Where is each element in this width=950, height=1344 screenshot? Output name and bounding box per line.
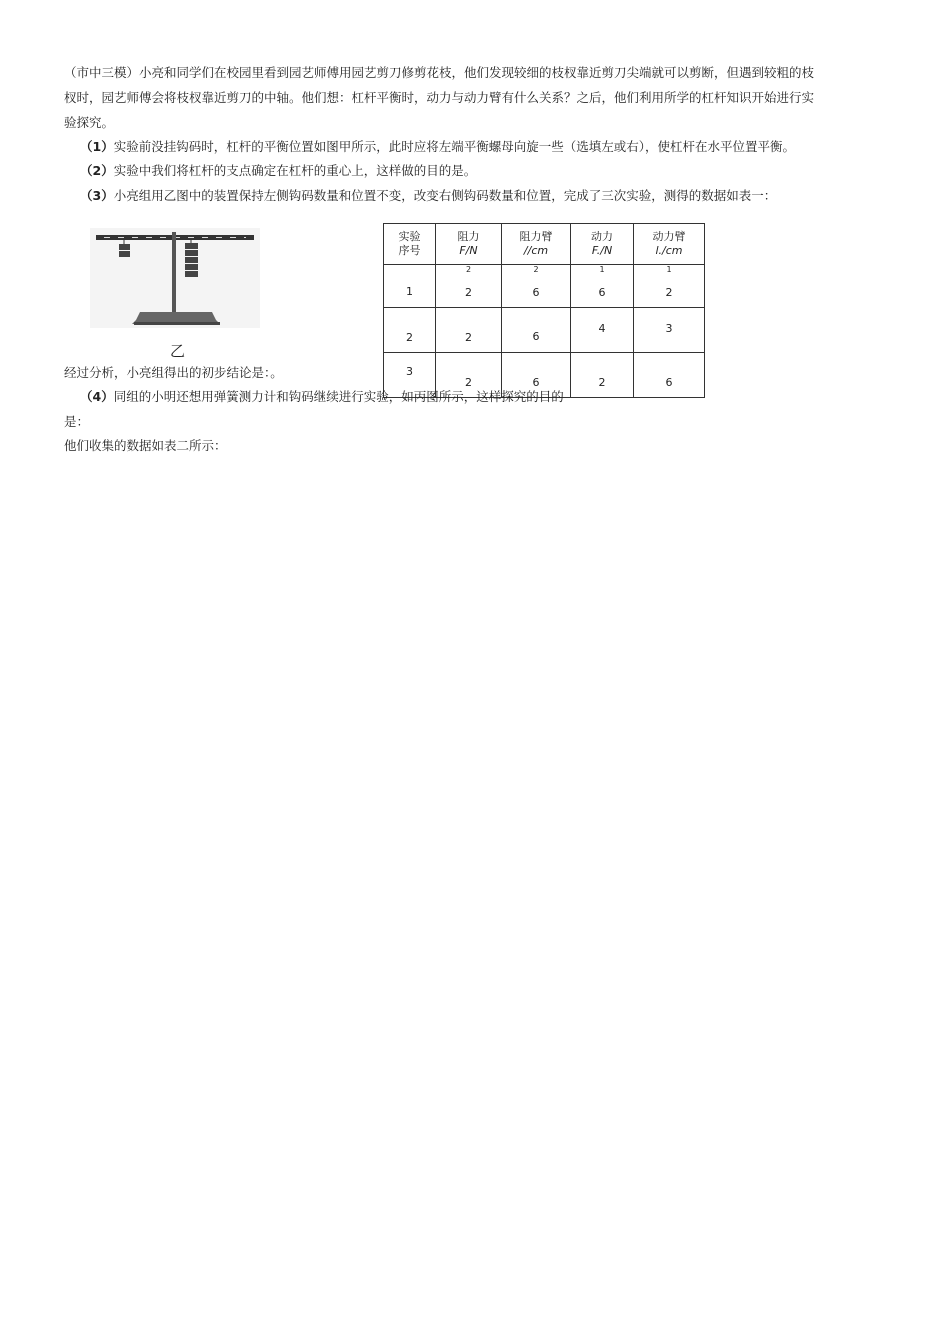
intro-line-1: （市中三模）小亮和同学们在校园里看到园艺师傅用园艺剪刀修剪花枝，他们发现较细的枝杈靠近剪刀尖端就可以剪断，但遇到较粗的枝 — [64, 65, 815, 80]
table-cell: 2 — [384, 308, 436, 353]
header-cell: 阻力臂 //cm — [502, 224, 571, 265]
question-4-number: （4） — [80, 389, 114, 404]
table-cell: 1 2 — [634, 265, 705, 308]
table-cell: 2 — [436, 353, 502, 398]
table-cell: 1 — [384, 265, 436, 308]
table-row — [384, 265, 705, 308]
lever-figure — [90, 228, 260, 356]
table-cell: 3 — [634, 308, 705, 353]
table-cell: 6 — [502, 308, 571, 353]
data-table-1 — [383, 223, 705, 398]
question-4-text: 同组的小明还想用弹簧测力计和钩码继续进行实验，如丙图所示，这样探究的目的 — [113, 389, 564, 404]
table-cell: 6 — [502, 353, 571, 398]
table-cell: 2 6 — [502, 265, 571, 308]
table-cell: 2 2 — [436, 265, 502, 308]
table-row — [384, 308, 705, 353]
figure-caption: 乙 — [170, 342, 186, 360]
question-3-text: 小亮组用乙图中的装置保持左侧钩码数量和位置不变，改变右侧钩码数量和位置，完成了三次实验，测得的数据如表一： — [113, 188, 777, 203]
question-1-number: （1） — [80, 139, 114, 154]
table-cell: 2 — [571, 353, 634, 398]
question-1-text: 实验前没挂钩码时，杠杆的平衡位置如图甲所示，此时应将左端平衡螺母向旋一些（选填左或右），使杠杆在水平位置平衡。 — [113, 139, 795, 154]
question-1 — [80, 138, 795, 156]
header-cell: 实验 序号 — [384, 224, 436, 265]
table-cell: 6 — [634, 353, 705, 398]
table-header-row — [384, 224, 705, 265]
intro-line-3: 验探究。 — [64, 115, 115, 130]
question-4 — [80, 388, 564, 406]
table-cell: 4 — [571, 308, 634, 353]
header-cell: 动力臂 l./cm — [634, 224, 705, 265]
intro-line-2: 杈时，园艺师傅会将枝杈靠近剪刀的中轴。他们想：杠杆平衡时，动力与动力臂有什么关系？之后，他们利用所学的杠杆知识开始进行实 — [64, 90, 815, 105]
header-cell: 阻力 F/N — [436, 224, 502, 265]
question-4-continued: 是： — [64, 414, 90, 429]
question-2 — [80, 162, 476, 180]
header-cell: 动力 F./N — [571, 224, 634, 265]
table-cell: 2 — [436, 308, 502, 353]
question-3 — [80, 187, 776, 205]
question-3-number: （3） — [80, 188, 114, 203]
table-2-intro: 他们收集的数据如表二所示： — [64, 438, 227, 453]
conclusion-line: 经过分析，小亮组得出的初步结论是：。 — [64, 365, 283, 380]
table-cell: 3 — [384, 353, 436, 398]
question-2-number: （2） — [80, 163, 114, 178]
question-2-text: 实验中我们将杠杆的支点确定在杠杆的重心上，这样做的目的是。 — [113, 163, 477, 178]
table-cell: 1 6 — [571, 265, 634, 308]
